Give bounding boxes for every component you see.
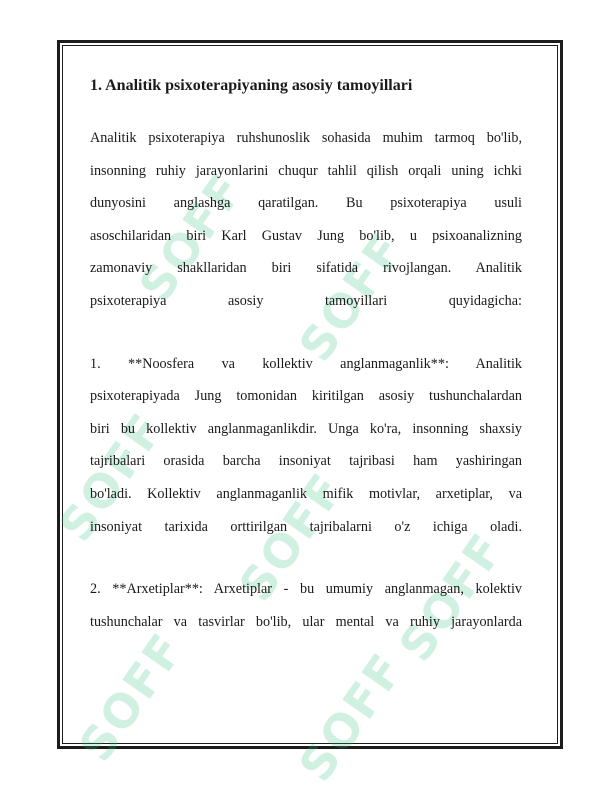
watermark-text: SOFF bbox=[388, 522, 515, 672]
watermark-text: SOFF bbox=[288, 222, 415, 372]
text-line: bo'ladi. Kollektiv anglanmaganlik mifik motivlar, arxetiplar, va bbox=[90, 485, 522, 502]
point-1-paragraph bbox=[90, 348, 522, 544]
text-line: insonning ruhiy jarayonlarini chuqur tahlil qilish orqali uning ichki bbox=[90, 162, 522, 179]
watermark-text: SOFF bbox=[288, 642, 415, 792]
paragraph-gap bbox=[90, 543, 522, 573]
watermark-text: SOFF bbox=[128, 162, 255, 312]
point-2-paragraph bbox=[90, 573, 522, 638]
watermark-text: SOFF bbox=[48, 402, 175, 552]
text-line: asoschilaridan biri Karl Gustav Jung bo'lib, u psixoanalizning bbox=[90, 227, 522, 244]
section-heading: 1. Analitik psixoterapiyaning asosiy tamoyillari bbox=[90, 77, 413, 94]
text-line: tushunchalar va tasvirlar bo'lib, ular mental va ruhiy jarayonlarda bbox=[90, 613, 522, 630]
intro-paragraph bbox=[90, 122, 522, 318]
text-line: zamonaviy shakllaridan biri sifatida rivojlangan. Analitik bbox=[90, 260, 522, 277]
text-line: dunyosini anglashga qaratilgan. Bu psixoterapiya usuli bbox=[90, 195, 522, 212]
paragraph-gap bbox=[90, 318, 522, 348]
text-line: insoniyat tarixida orttirilgan tajribalarni o'z ichiga oladi. bbox=[90, 518, 522, 535]
watermark-text: SOFF bbox=[68, 622, 195, 772]
document-body bbox=[90, 72, 522, 638]
text-line: psixoterapiyada Jung tomonidan kiritilgan asosiy tushunchalardan bbox=[90, 388, 522, 405]
text-line: 2. **Arxetiplar**: Arxetiplar - bu umumiy anglanmagan, kolektiv bbox=[90, 581, 522, 598]
watermark-text: SOFF bbox=[228, 462, 355, 612]
text-line: Analitik psixoterapiya ruhshunoslik sohasida muhim tarmoq bo'lib, bbox=[90, 130, 522, 146]
text-line: tajribalari orasida barcha insoniyat tajribasi ham yashiringan bbox=[90, 453, 522, 470]
text-line: biri bu kollektiv anglanmaganlikdir. Unga ko'ra, insonning shaxsiy bbox=[90, 420, 522, 437]
text-line: 1. **Noosfera va kollektiv anglanmaganlik**: Analitik bbox=[90, 355, 522, 372]
text-line: psixoterapiya asosiy tamoyillari quyidagicha: bbox=[90, 292, 522, 309]
